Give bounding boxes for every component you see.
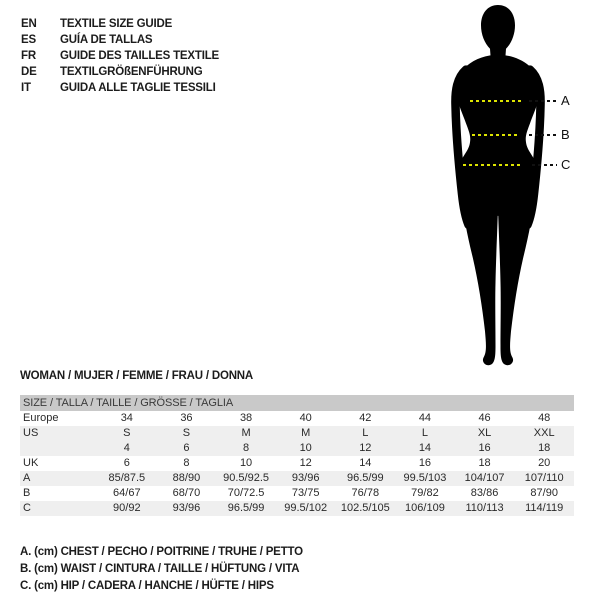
table-row-europe bbox=[20, 411, 574, 426]
table-cell: M bbox=[301, 427, 311, 439]
language-label: GUIDE DES TAILLES TEXTILE bbox=[60, 50, 219, 62]
language-row-de bbox=[21, 64, 219, 80]
chest-pointer-dash bbox=[529, 100, 557, 102]
table-cell: 14 bbox=[418, 442, 432, 454]
language-label: TEXTILGRÖßENFÜHRUNG bbox=[60, 66, 203, 78]
language-code: FR bbox=[21, 50, 36, 62]
row-label: B bbox=[23, 487, 31, 499]
table-cell: 99.5/102 bbox=[284, 502, 328, 514]
silhouette-leg-left bbox=[463, 187, 498, 365]
section-title: WOMAN / MUJER / FEMME / FRAU / DONNA bbox=[20, 370, 254, 382]
table-row-uk bbox=[20, 456, 574, 471]
table-cell: 110/113 bbox=[465, 502, 504, 514]
waist-marker-label: B bbox=[561, 127, 570, 142]
table-cell: 6 bbox=[123, 457, 130, 469]
legend-line-b: B. (cm) WAIST / CINTURA / TAILLE / HÜFTUNG / VITA bbox=[20, 563, 300, 575]
hip-marker-label: C bbox=[561, 157, 571, 172]
language-code: EN bbox=[21, 18, 37, 30]
table-cell: 44 bbox=[418, 412, 432, 424]
table-cell: 8 bbox=[183, 457, 190, 469]
table-cell: 73/75 bbox=[291, 487, 320, 499]
hip-measure-dash bbox=[463, 164, 523, 166]
legend-line-c: C. (cm) HIP / CADERA / HANCHE / HÜFTE / HIPS bbox=[20, 580, 274, 592]
table-cell: L bbox=[362, 427, 369, 439]
language-list bbox=[21, 16, 219, 96]
table-cell: 34 bbox=[120, 412, 133, 424]
table-cell: 16 bbox=[418, 457, 432, 469]
table-cell: 42 bbox=[359, 412, 372, 424]
table-cell: 99.5/103 bbox=[403, 472, 447, 484]
table-cell: 70/72.5 bbox=[227, 487, 265, 499]
table-cell: 93/96 bbox=[291, 472, 320, 484]
row-label: A bbox=[23, 472, 31, 484]
table-cell: 79/82 bbox=[411, 487, 439, 499]
table-row-us-numeric bbox=[20, 441, 574, 456]
table-cell: 106/109 bbox=[405, 502, 445, 514]
table-cell: 38 bbox=[239, 412, 253, 424]
table-cell: 85/87.5 bbox=[108, 472, 146, 484]
table-cell: 18 bbox=[538, 442, 551, 454]
table-row-us bbox=[20, 426, 574, 441]
row-label bbox=[20, 441, 97, 456]
waist-pointer-dash bbox=[529, 134, 557, 136]
table-cell: 93/96 bbox=[172, 502, 201, 514]
language-code: ES bbox=[21, 34, 36, 46]
table-cell: 18 bbox=[478, 457, 491, 469]
row-label: Europe bbox=[23, 412, 59, 424]
size-table-header: SIZE / TALLA / TAILLE / GRÖSSE / TAGLIA bbox=[20, 395, 574, 411]
table-cell: 8 bbox=[243, 442, 250, 454]
table-cell: 14 bbox=[359, 457, 372, 469]
table-cell: 96.5/99 bbox=[227, 502, 265, 514]
row-label: C bbox=[23, 502, 31, 514]
table-cell: 96.5/99 bbox=[346, 472, 384, 484]
table-cell: S bbox=[123, 427, 131, 439]
table-cell: 4 bbox=[123, 442, 130, 454]
table-cell: 6 bbox=[183, 442, 190, 454]
size-table bbox=[20, 395, 574, 516]
table-cell: 87/90 bbox=[530, 487, 558, 499]
table-cell: 10 bbox=[299, 442, 312, 454]
table-cell: 90/92 bbox=[113, 502, 141, 514]
table-cell: 64/67 bbox=[113, 487, 141, 499]
measurement-legend bbox=[20, 544, 303, 595]
table-cell: 36 bbox=[180, 412, 193, 424]
language-row-fr bbox=[21, 48, 219, 64]
table-cell: S bbox=[182, 427, 191, 439]
table-cell: XL bbox=[477, 427, 492, 439]
language-row-it bbox=[21, 80, 219, 96]
language-label: GUIDA ALLE TAGLIE TESSILI bbox=[60, 82, 216, 94]
language-row-es bbox=[21, 32, 219, 48]
size-table-body bbox=[20, 411, 574, 516]
table-cell: 68/70 bbox=[172, 487, 201, 499]
table-cell: XXL bbox=[533, 427, 555, 439]
hip-pointer-dash bbox=[532, 164, 557, 166]
table-cell: 102.5/105 bbox=[340, 502, 390, 514]
table-cell: 83/86 bbox=[470, 487, 499, 499]
language-code: DE bbox=[21, 66, 37, 78]
table-cell: 10 bbox=[239, 457, 253, 469]
table-cell: 12 bbox=[359, 442, 372, 454]
language-label: GUÍA DE TALLAS bbox=[60, 34, 153, 46]
legend-line-a: A. (cm) CHEST / PECHO / POITRINE / TRUHE / PETTO bbox=[20, 546, 303, 558]
table-cell: 16 bbox=[478, 442, 491, 454]
table-cell: 48 bbox=[538, 412, 551, 424]
table-cell: 12 bbox=[299, 457, 312, 469]
table-row-b bbox=[20, 486, 574, 501]
table-cell: L bbox=[421, 427, 428, 439]
table-cell: 90.5/92.5 bbox=[223, 472, 269, 484]
woman-silhouette bbox=[448, 3, 548, 371]
table-cell: 20 bbox=[538, 457, 551, 469]
waist-measure-dash bbox=[472, 134, 518, 136]
language-row-en bbox=[21, 16, 219, 32]
table-cell: 40 bbox=[299, 412, 312, 424]
table-cell: 114/119 bbox=[525, 502, 564, 514]
table-cell: 88/90 bbox=[172, 472, 201, 484]
table-row-a bbox=[20, 471, 574, 486]
table-row-c bbox=[20, 501, 574, 516]
silhouette-head bbox=[481, 5, 515, 63]
silhouette-leg-right bbox=[498, 187, 533, 365]
table-cell: M bbox=[241, 427, 251, 439]
row-label: UK bbox=[23, 457, 39, 469]
table-cell: 76/78 bbox=[351, 487, 380, 499]
chest-measure-dash bbox=[470, 100, 522, 102]
language-label: TEXTILE SIZE GUIDE bbox=[60, 18, 173, 30]
chest-marker-label: A bbox=[561, 93, 570, 108]
language-code: IT bbox=[21, 82, 31, 94]
table-cell: 104/107 bbox=[464, 472, 505, 484]
row-label: US bbox=[23, 427, 39, 439]
table-cell: 107/110 bbox=[524, 472, 564, 484]
table-cell: 46 bbox=[478, 412, 491, 424]
